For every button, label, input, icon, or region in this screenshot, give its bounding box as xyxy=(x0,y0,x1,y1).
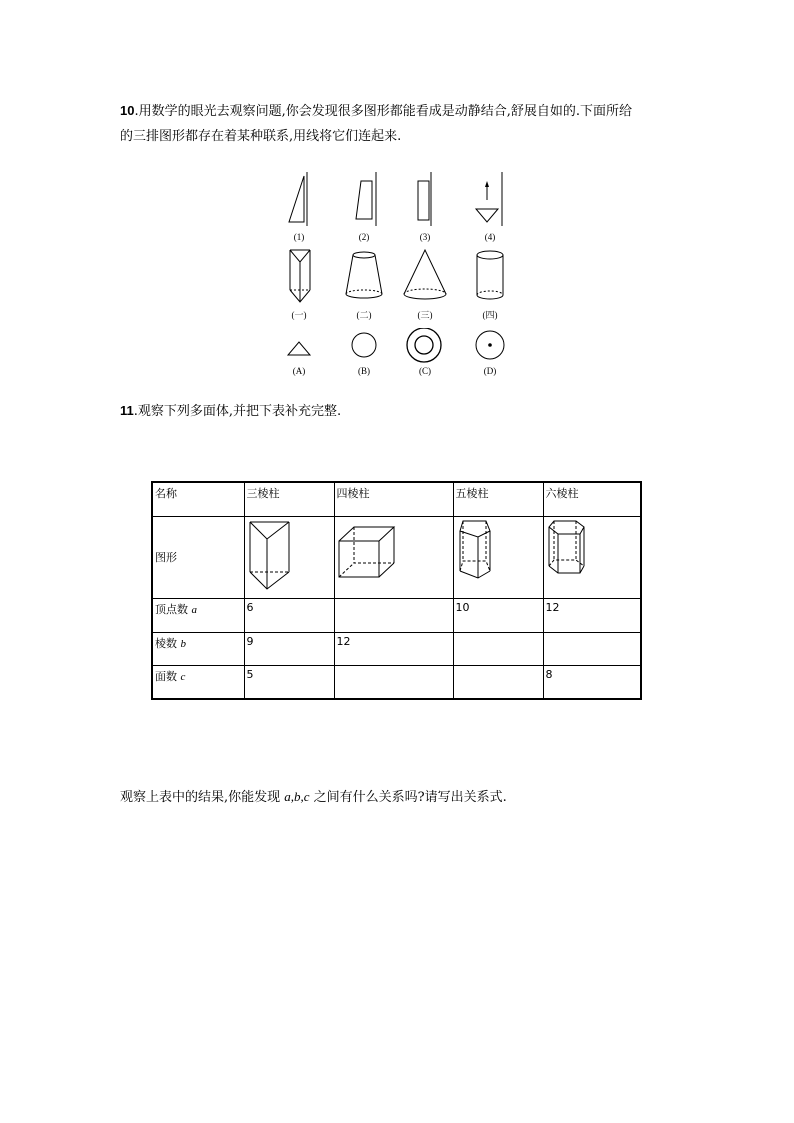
q10-line2: 的三排图形都存在着某种联系,用线将它们连起来. xyxy=(120,129,402,144)
edge-pentagonal xyxy=(453,632,543,665)
table-header-row xyxy=(152,482,641,516)
q10-number: 10 xyxy=(120,103,135,118)
caption-er: (二) xyxy=(356,310,372,320)
hexagonal-prism-figure xyxy=(546,519,638,593)
vertex-row-label xyxy=(152,598,244,632)
caption-yi: (一) xyxy=(291,310,307,320)
header-pentagonal-prism: 五棱柱 xyxy=(453,482,543,516)
header-square-prism: 四棱柱 xyxy=(334,482,453,516)
q10-text-line1: .用数学的眼光去观察问题,你会发现很多图形都能看成是动静结合,舒展自如的.下面所给 xyxy=(134,104,632,119)
face-label-text: 面数 xyxy=(155,669,181,683)
shape-1-triangle-with-axis xyxy=(289,172,307,226)
relation-question-after: 之间有什么关系吗?请写出关系式. xyxy=(309,790,507,805)
q11-line xyxy=(120,398,341,425)
caption-d: (D) xyxy=(483,366,497,376)
figure-row3 xyxy=(280,328,520,364)
relation-question xyxy=(120,784,507,811)
pentagonal-prism-figure-cell xyxy=(453,516,543,598)
solid-1-prism xyxy=(290,250,310,302)
shape-3-rectangle-with-axis xyxy=(418,172,431,226)
edge-var: b xyxy=(180,637,186,650)
relation-question-before: 观察上表中的结果,你能发现 xyxy=(120,790,285,805)
caption-4: (4) xyxy=(484,232,496,242)
hexagonal-prism-figure-cell xyxy=(543,516,641,598)
edge-label-text: 棱数 xyxy=(155,636,181,650)
edge-square: 12 xyxy=(334,632,453,665)
face-hexagonal: 8 xyxy=(543,665,641,699)
caption-2: (2) xyxy=(358,232,370,242)
figure-row2 xyxy=(280,246,520,308)
triangular-prism-figure-cell xyxy=(244,516,334,598)
square-prism-figure xyxy=(337,519,450,593)
solid-3-cone xyxy=(404,250,446,299)
vertex-var: a xyxy=(191,603,197,616)
header-triangular-prism: 三棱柱 xyxy=(244,482,334,516)
table-figure-row xyxy=(152,516,641,598)
vertex-label-text: 顶点数 xyxy=(155,602,192,616)
edge-row-label xyxy=(152,632,244,665)
figure-row1 xyxy=(280,168,520,230)
table-row xyxy=(152,665,641,699)
face-triangular: 5 xyxy=(244,665,334,699)
square-prism-figure-cell xyxy=(334,516,453,598)
q11-text: .观察下列多面体,并把下表补充完整. xyxy=(133,404,342,419)
triangular-prism-figure xyxy=(247,519,331,593)
face-pentagonal xyxy=(453,665,543,699)
edge-triangular: 9 xyxy=(244,632,334,665)
header-name: 名称 xyxy=(152,482,244,516)
face-square xyxy=(334,665,453,699)
table-row xyxy=(152,632,641,665)
view-a-triangle xyxy=(288,342,310,355)
shape-4-arrow-triangle-with-axis xyxy=(476,172,502,226)
vertex-triangular: 6 xyxy=(244,598,334,632)
vertex-pentagonal: 10 xyxy=(453,598,543,632)
q10-line1 xyxy=(120,98,632,125)
vertex-square xyxy=(334,598,453,632)
polyhedra-table xyxy=(151,481,642,700)
solid-4-cylinder xyxy=(477,251,503,299)
face-row-label xyxy=(152,665,244,699)
solid-2-frustum xyxy=(346,252,382,298)
caption-1: (1) xyxy=(293,232,305,242)
shape-2-trapezoid-with-axis xyxy=(356,172,376,226)
edge-hexagonal xyxy=(543,632,641,665)
header-hexagonal-prism: 六棱柱 xyxy=(543,482,641,516)
figure-row-label: 图形 xyxy=(152,516,244,598)
view-b-circle xyxy=(352,333,376,357)
caption-c: (C) xyxy=(419,366,431,376)
caption-b: (B) xyxy=(358,366,370,376)
caption-a: (A) xyxy=(292,366,306,376)
view-c-ring xyxy=(407,328,441,362)
caption-si: (四) xyxy=(482,310,498,320)
q11-number: 11 xyxy=(120,403,134,418)
caption-3: (3) xyxy=(419,232,431,242)
caption-san: (三) xyxy=(417,310,433,320)
relation-question-vars: a,b,c xyxy=(284,789,310,804)
view-d-circle-with-dot xyxy=(476,331,504,359)
face-var: c xyxy=(180,670,186,683)
pentagonal-prism-figure xyxy=(456,519,540,593)
vertex-hexagonal: 12 xyxy=(543,598,641,632)
table-row xyxy=(152,598,641,632)
